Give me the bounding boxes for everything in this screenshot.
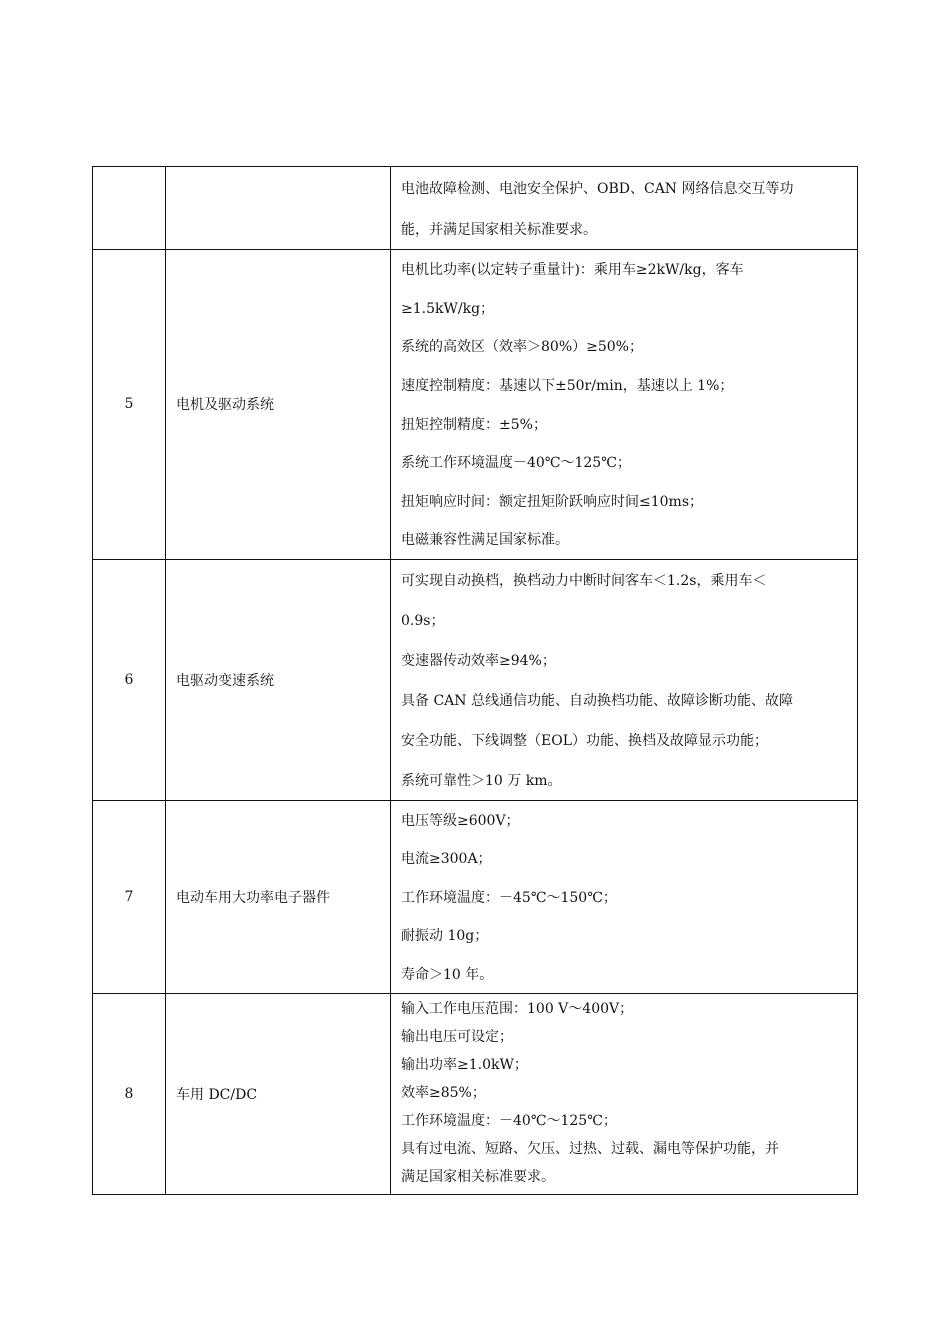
requirement-line: 耐振动 10g； [401,928,489,945]
requirement-line: 扭矩响应时间：额定扭矩阶跃响应时间≤10ms； [401,493,704,510]
requirement-line: 电压等级≥600V； [401,812,520,829]
requirement-line: 速度控制精度：基速以下±50r/min，基速以上 1%； [401,378,734,395]
requirement-line: 电机比功率(以定转子重量计)：乘用车≥2kW/kg，客车 [401,262,744,279]
table-row [93,559,858,800]
requirement-line: 系统的高效区（效率＞80%）≥50%； [401,339,643,356]
row-number: 8 [93,993,166,1194]
spec-table [92,166,858,1195]
requirements-cell [391,559,858,800]
requirement-line: ≥1.5kW/kg； [401,300,495,317]
requirement-line: 扭矩控制精度：±5%； [401,416,547,433]
requirement-line: 具备 CAN 总线通信功能、自动换档功能、故障诊断功能、故障 [401,692,793,709]
requirement-line: 具有过电流、短路、欠压、过热、过载、漏电等保护功能，并 [401,1140,779,1157]
requirement-line: 输出功率≥1.0kW； [401,1056,528,1073]
requirement-line: 可实现自动换档，换档动力中断时间客车＜1.2s，乘用车＜ [401,572,767,589]
item-name: 电驱动变速系统 [166,559,391,800]
row-number: 5 [93,250,166,560]
requirement-line: 输入工作电压范围：100 V～400V； [401,1000,634,1017]
requirement-line: 寿命＞10 年。 [401,966,494,983]
table-row [93,167,858,250]
requirement-line: 0.9s； [401,612,445,629]
row-number: 6 [93,559,166,800]
item-name: 电动车用大功率电子器件 [166,800,391,993]
requirements-cell [391,167,858,250]
row-number [93,167,166,250]
requirement-line: 工作环境温度：－45℃～150℃； [401,889,617,906]
table-row [93,800,858,993]
row-number: 7 [93,800,166,993]
requirement-line: 能，并满足国家相关标准要求。 [401,221,597,238]
requirement-line: 电磁兼容性满足国家标准。 [401,532,569,549]
item-name: 车用 DC/DC [166,993,391,1194]
requirement-line: 变速器传动效率≥94%； [401,652,556,669]
requirement-line: 系统可靠性＞10 万 km。 [401,772,562,789]
item-name [166,167,391,250]
table-row [93,993,858,1194]
requirements-cell [391,993,858,1194]
requirement-line: 系统工作环境温度－40℃～125℃； [401,455,631,472]
item-name: 电机及驱动系统 [166,250,391,560]
requirements-cell [391,800,858,993]
requirement-line: 工作环境温度：－40℃～125℃； [401,1112,617,1129]
requirements-cell [391,250,858,560]
requirement-line: 效率≥85%； [401,1084,486,1101]
requirement-line: 满足国家相关标准要求。 [401,1168,555,1185]
requirement-line: 输出电压可设定； [401,1028,513,1045]
requirement-line: 安全功能、下线调整（EOL）功能、换档及故障显示功能； [401,732,768,749]
requirement-line: 电池故障检测、电池安全保护、OBD、CAN 网络信息交互等功 [401,180,794,197]
requirement-line: 电流≥300A； [401,851,492,868]
table-row [93,250,858,560]
